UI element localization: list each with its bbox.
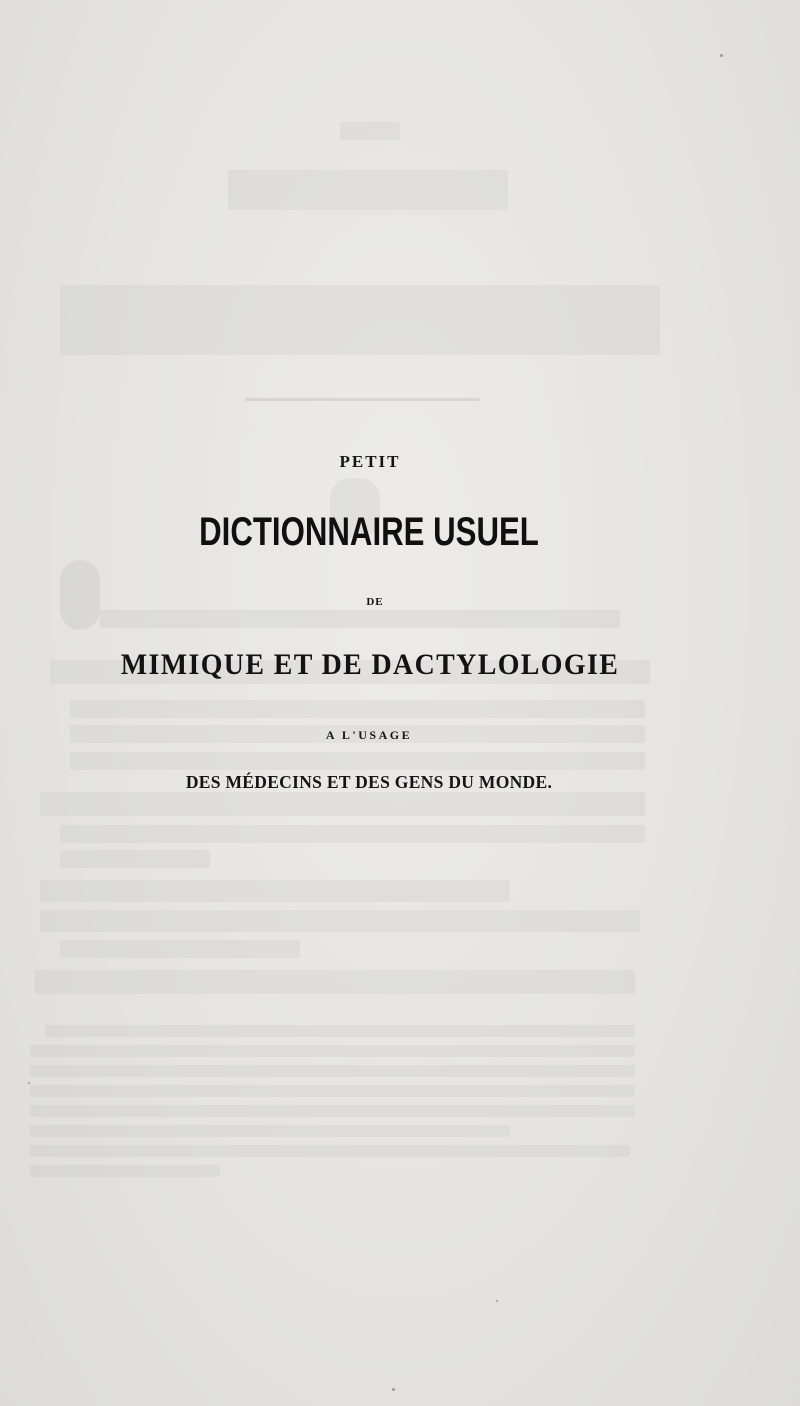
paper-speck [496, 1300, 498, 1302]
paper-speck [720, 54, 723, 57]
paper-speck [28, 1082, 30, 1084]
title-line-usage: A L'USAGE [325, 728, 413, 742]
title-line-de: DE [366, 596, 384, 608]
title-line-mimique: MIMIQUE ET DE DACTYLOLOGIE [120, 648, 620, 681]
paper-speck [392, 1388, 395, 1391]
title-line-audience: DES MÉDECINS ET DES GENS DU MONDE. [185, 772, 553, 792]
title-line-dictionnaire: DICTIONNAIRE USUEL [199, 510, 539, 554]
title-line-petit: PETIT [339, 452, 401, 471]
